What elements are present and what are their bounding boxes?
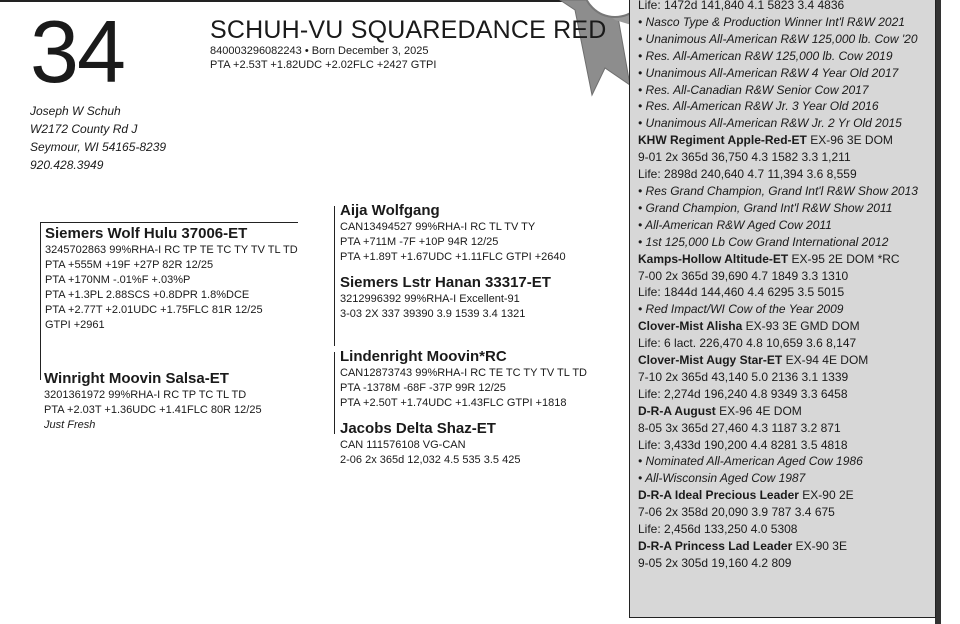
lineage-record: Life: 6 lact. 226,470 4.8 10,659 3.6 8,147 [638,336,857,351]
lineage-award: • Grand Champion, Grand Int'l R&W Show 2011 [638,200,893,215]
lineage-classification: EX-94 4E DOM [782,353,869,368]
dam-dam-name: Jacobs Delta Shaz-ET [340,420,496,437]
sire-sire-line: PTA +711M -7F +10P 94R 12/25 [340,236,499,248]
pedigree-connector [334,206,335,346]
lineage-record: Life: 2,274d 196,240 4.8 9349 3.3 6458 [638,386,848,401]
lineage-cow-name-text: D-R-A August [638,403,716,418]
lineage-cow-name-text: Clover-Mist Augy Star-ET [638,353,783,368]
lineage-classification: EX-95 2E DOM *RC [788,251,900,266]
owner-phone: 920.428.3949 [30,158,104,172]
dam-dam-line: CAN 111576108 VG-CAN [340,439,466,451]
owner-name: Joseph W Schuh [30,104,121,118]
sire-dam-block [336,274,551,322]
dam-sire-line: PTA +2.50T +1.74UDC +1.43FLC GTPI +1818 [340,397,567,409]
lot-number: 34 [30,2,124,101]
sire-line: GTPI +2961 [45,319,105,331]
dam-line: 3201361972 99%RHA-I RC TP TC TL TD [44,389,247,401]
lineage-cow-name-text: D-R-A Ideal Precious Leader [638,488,799,503]
sire-line: PTA +555M +19F +27P 82R 12/25 [45,259,214,271]
lineage-award: • All-American R&W Aged Cow 2011 [638,217,832,232]
lineage-cow-name [638,403,929,420]
lineage-award: • Unanimous All-American R&W 125,000 lb. Cow '20 [638,31,918,46]
animal-pta-line: PTA +2.53T +1.82UDC +2.02FLC +2427 GTPI [210,59,437,71]
dam-sire-block [336,348,587,411]
lineage-cow-name [638,352,929,369]
lineage-award: • Nominated All-American Aged Cow 1986 [638,454,863,469]
dam-note: Just Fresh [44,419,96,431]
lineage-award: • Red Impact/WI Cow of the Year 2009 [638,302,844,317]
lineage-cow-name-text: D-R-A Princess Lad Leader [638,539,793,553]
pedigree-connector [334,352,335,434]
lineage-classification: EX-90 3E [792,539,847,553]
sire-dam-name: Siemers Lstr Hanan 33317-ET [340,274,551,291]
lineage-award: • Res. All-American R&W 125,000 lb. Cow 2019 [638,48,893,63]
sire-name: Siemers Wolf Hulu 37006-ET [45,225,248,242]
sire-dam-line: 3-03 2X 337 39390 3.9 1539 3.4 1321 [340,308,526,320]
owner-address-1: W2172 County Rd J [30,122,138,136]
dam-sire-line: PTA -1378M -68F -37P 99R 12/25 [340,382,506,394]
lineage-cow-name [638,318,929,335]
animal-registration [210,44,436,72]
lineage-classification: EX-93 3E GMD DOM [742,319,860,334]
sire-dam-line: 3212996392 99%RHA-I Excellent-91 [340,293,520,305]
sire-sire-block [336,202,566,265]
sire-sire-name: Aija Wolfgang [340,202,440,219]
lineage-award: • Nasco Type & Production Winner Int'l R&W 2021 [638,14,905,29]
lineage-cow-name [638,132,929,149]
sire-line: PTA +1.3PL 2.88SCS +0.8DPR 1.8%DCE [45,289,250,301]
dam-dam-line: 2-06 2x 365d 12,032 4.5 535 3.5 425 [340,454,521,466]
lineage-award: • Res. All-Canadian R&W Senior Cow 2017 [638,82,869,97]
lineage-record: 9-01 2x 365d 36,750 4.3 1582 3.3 1,211 [638,150,851,165]
lineage-award: • Res. All-American R&W Jr. 3 Year Old 2016 [638,99,879,114]
lineage-award: • Unanimous All-American R&W 4 Year Old 2017 [638,65,899,80]
lineage-record: 7-00 2x 365d 39,690 4.7 1849 3.3 1310 [638,268,849,283]
lineage-award: • All-Wisconsin Aged Cow 1987 [638,471,806,486]
owner-info [30,102,166,174]
dam-lineage-box [629,0,936,618]
lineage-cow-name-text: Kamps-Hollow Altitude-ET [638,251,789,266]
animal-name: SCHUH-VU SQUAREDANCE RED [210,16,607,44]
lineage-award: • Unanimous All-American R&W Jr. 2 Yr Old 2015 [638,116,902,131]
sire-line: 3245702863 99%RHA-I RC TP TE TC TY TV TL TD [45,244,298,256]
lineage-record: Life: 1472d 141,840 4.1 5823 3.4 4836 [638,0,845,12]
lineage-record: Life: 2,456d 133,250 4.0 5308 [638,522,798,537]
sire-line: PTA +170NM -.01%F +.03%P [45,274,191,286]
sire-sire-line: CAN13494527 99%RHA-I RC TL TV TY [340,221,536,233]
dam-line: PTA +2.03T +1.36UDC +1.41FLC 80R 12/25 [44,404,262,416]
sire-sire-line: PTA +1.89T +1.67UDC +1.11FLC GTPI +2640 [340,251,566,263]
lineage-cow-name-text: KHW Regiment Apple-Red-ET [638,133,807,148]
dam-name: Winright Moovin Salsa-ET [44,370,229,387]
lineage-classification: EX-96 3E DOM [806,133,893,148]
lineage-record: 7-10 2x 365d 43,140 5.0 2136 3.1 1339 [638,369,849,384]
dam-sire-name: Lindenright Moovin*RC [340,348,507,365]
dam-block [44,370,262,433]
pedigree-connector [40,240,41,380]
dam-dam-block [336,420,520,468]
lineage-award: • Res Grand Champion, Grand Int'l R&W Show 2013 [638,183,918,198]
sire-line: PTA +2.77T +2.01UDC +1.75FLC 81R 12/25 [45,304,263,316]
lineage-record: 7-06 2x 358d 20,090 3.9 787 3.4 675 [638,505,835,520]
dam-sire-line: CAN12873743 99%RHA-I RC TE TC TY TV TL TD [340,367,587,379]
lineage-record: Life: 3,433d 190,200 4.4 8281 3.5 4818 [638,437,848,452]
lineage-record: Life: 2898d 240,640 4.7 11,394 3.6 8,559 [638,167,857,182]
registration-line: 840003296082243 • Born December 3, 2025 [210,45,429,57]
lineage-cow-name [638,538,929,555]
lineage-cow-name [638,487,929,504]
lineage-award: • 1st 125,000 Lb Cow Grand International 2012 [638,234,889,249]
lineage-cow-name [638,251,929,268]
owner-address-2: Seymour, WI 54165-8239 [30,140,167,154]
lineage-record: 8-05 3x 365d 27,460 4.3 1187 3.2 871 [638,420,841,435]
sire-block [40,222,298,333]
lineage-record: 9-05 2x 305d 19,160 4.2 809 [638,555,792,570]
lineage-classification: EX-96 4E DOM [715,403,802,418]
lineage-classification: EX-90 2E [798,488,854,503]
lineage-cow-name-text: Clover-Mist Alisha [638,319,743,334]
lineage-record: Life: 1844d 144,460 4.4 6295 3.5 5015 [638,285,845,300]
